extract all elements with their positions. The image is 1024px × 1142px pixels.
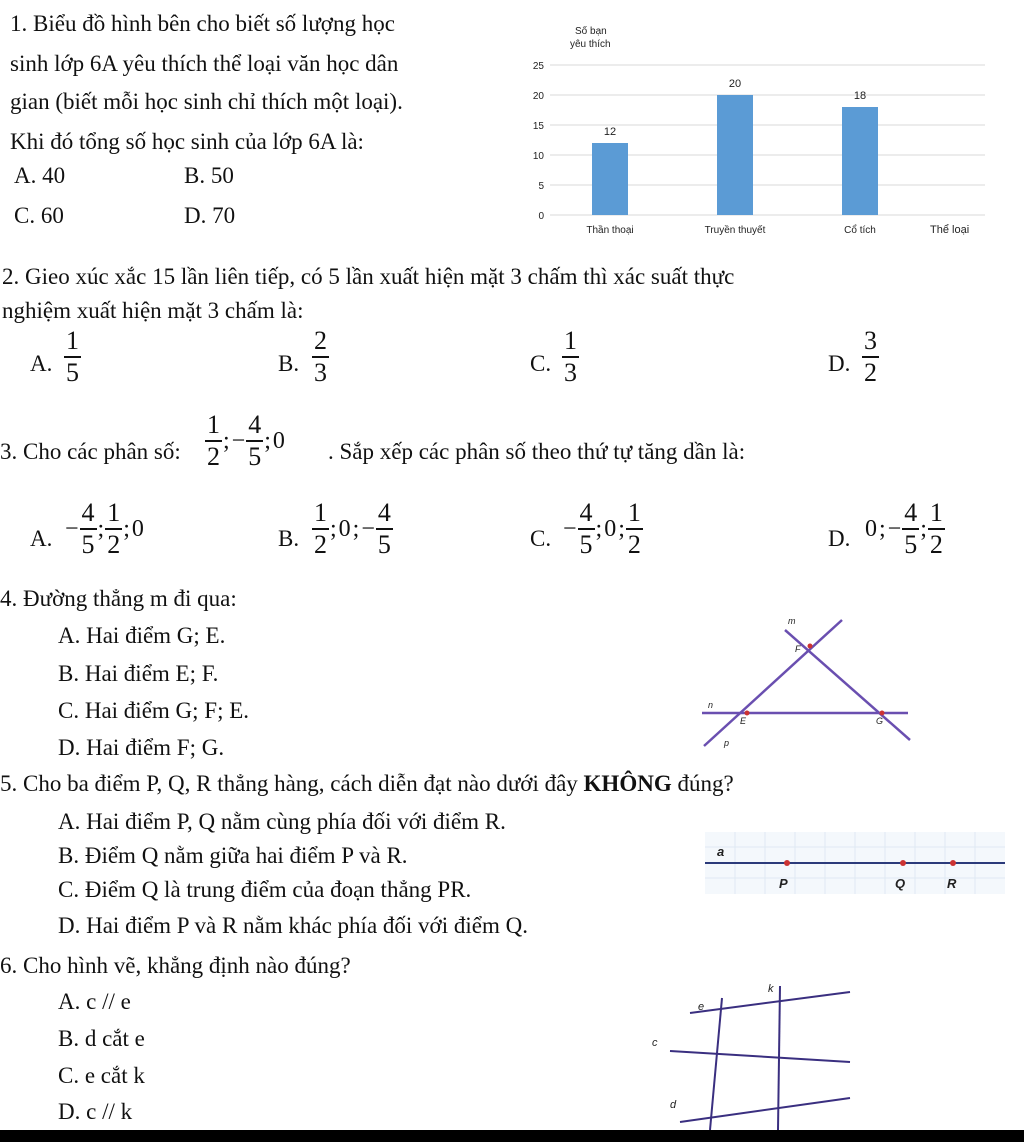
q5-option-d[interactable]: D. Hai điểm P và R nằm khác phía đối với điểm Q. xyxy=(58,913,528,938)
q2-line-1: 2. Gieo xúc xắc 15 lần liên tiếp, có 5 lần xuất hiện mặt 3 chấm thì xác suất thực xyxy=(2,264,735,289)
q1-option-c[interactable]: C. 60 xyxy=(14,203,64,228)
q5-option-c[interactable]: C. Điểm Q là trung điểm của đoạn thẳng PR. xyxy=(58,877,472,902)
denominator: 2 xyxy=(864,358,877,387)
chart-xlabel: Thể loại xyxy=(930,224,970,236)
y-tick-label: 20 xyxy=(532,91,544,102)
y-tick-label: 5 xyxy=(538,181,544,192)
q3-option-c[interactable]: − $\frac{4}{5}$ ; 0 ; $\frac{1}{2}$ xyxy=(563,498,641,559)
q6-option-b[interactable]: B. d cắt e xyxy=(58,1026,145,1051)
q1-line-3: gian (biết mỗi học sinh chỉ thích một loại). xyxy=(10,89,403,114)
line-c xyxy=(670,1051,850,1062)
q5-figure xyxy=(705,832,1005,894)
label-d: d xyxy=(670,1099,677,1111)
chart-ylabel-line1: Số bạn xyxy=(575,26,607,37)
bar-1 xyxy=(717,95,753,215)
q2-line-2: nghiệm xuất hiện mặt 3 chấm là: xyxy=(2,298,304,323)
q3-fraction-list: $\frac{1}{2}$ ; − $\frac{4}{5}$ ; 0 xyxy=(207,410,285,471)
q2-option-a-fraction[interactable] xyxy=(64,328,81,386)
bar-value-label: 12 xyxy=(603,126,617,138)
y-tick-label: 25 xyxy=(532,61,544,72)
point-q xyxy=(900,860,906,866)
category-label: Truyền thuyết xyxy=(704,225,766,236)
q3-suffix: . Sắp xếp các phân số theo thứ tự tăng dần là: xyxy=(328,439,746,464)
numerator: 1 xyxy=(564,326,577,355)
numerator: 3 xyxy=(864,326,877,355)
q4-option-b[interactable]: B. Hai điểm E; F. xyxy=(58,661,219,686)
label-n: n xyxy=(708,700,714,710)
bottom-edge xyxy=(0,1130,1024,1142)
y-tick-label: 10 xyxy=(532,151,544,162)
q3-option-a[interactable]: − $\frac{4}{5}$ ; $\frac{1}{2}$ ; 0 xyxy=(65,498,144,559)
bar-value-label: 18 xyxy=(853,90,867,102)
q6-stem: 6. Cho hình vẽ, khẳng định nào đúng? xyxy=(0,953,351,978)
label-q: Q xyxy=(895,876,906,891)
q4-figure xyxy=(700,610,920,750)
point-r xyxy=(950,860,956,866)
q3-option-d[interactable]: 0 ; − $\frac{4}{5}$ ; $\frac{1}{2}$ xyxy=(865,498,943,559)
q5-option-b[interactable]: B. Điểm Q nằm giữa hai điểm P và R. xyxy=(58,843,408,868)
q2-option-b-fraction[interactable] xyxy=(312,328,329,386)
q3-prefix: 3. Cho các phân số: xyxy=(0,439,181,464)
label-c: c xyxy=(652,1037,658,1049)
q1-line-2: sinh lớp 6A yêu thích thể loại văn học dân xyxy=(10,51,399,76)
q3-option-d-label[interactable]: D. xyxy=(828,526,851,551)
q4-option-a[interactable]: A. Hai điểm G; E. xyxy=(58,623,226,648)
q4-option-d[interactable]: D. Hai điểm F; G. xyxy=(58,735,225,760)
label-m: m xyxy=(788,616,796,626)
q5-option-a[interactable]: A. Hai điểm P, Q nằm cùng phía đối với điểm R. xyxy=(58,809,506,834)
q6-option-d[interactable]: D. c // k xyxy=(58,1099,133,1124)
bar-2 xyxy=(842,107,878,215)
label-a: a xyxy=(717,844,725,859)
q2-option-d-label[interactable]: D. xyxy=(828,351,851,376)
q3-option-c-label[interactable]: C. xyxy=(530,526,552,551)
q3-option-b[interactable]: $\frac{1}{2}$ ; 0 ; − $\frac{4}{5}$ xyxy=(314,498,391,559)
q1-option-a[interactable]: A. 40 xyxy=(14,163,66,188)
line-d xyxy=(680,1098,850,1122)
label-e: E xyxy=(740,716,747,726)
q6-option-c[interactable]: C. e cắt k xyxy=(58,1063,145,1088)
chart-ylabel-line2: yêu thích xyxy=(570,39,611,50)
denominator: 5 xyxy=(66,358,79,387)
bar-chart xyxy=(520,20,1000,245)
q3-option-a-label[interactable]: A. xyxy=(30,526,53,551)
label-f: F xyxy=(795,644,801,654)
line-through-f-g xyxy=(785,630,910,740)
q2-option-c-label[interactable]: C. xyxy=(530,351,552,376)
q2-option-b-label[interactable]: B. xyxy=(278,351,300,376)
label-p: P xyxy=(779,876,788,891)
q2-option-a-label[interactable]: A. xyxy=(30,351,53,376)
q3-option-b-label[interactable]: B. xyxy=(278,526,300,551)
line-m xyxy=(704,620,842,746)
numerator: 1 xyxy=(66,326,79,355)
point-p xyxy=(784,860,790,866)
q6-figure xyxy=(650,978,880,1130)
q1-line-1: 1. Biểu đồ hình bên cho biết số lượng học xyxy=(10,11,395,36)
y-tick-label: 0 xyxy=(538,211,544,222)
q1-line-4: Khi đó tổng số học sinh của lớp 6A là: xyxy=(10,129,364,154)
line-through-c-d xyxy=(710,998,722,1130)
category-label: Cổ tích xyxy=(844,225,876,236)
q2-option-c-fraction[interactable] xyxy=(562,328,579,386)
y-tick-label: 15 xyxy=(532,121,544,132)
q5-stem: 5. Cho ba điểm P, Q, R thẳng hàng, cách diễn đạt nào dưới đây KHÔNG đúng? xyxy=(0,771,734,796)
numerator: 2 xyxy=(314,326,327,355)
label-e: e xyxy=(698,1001,705,1013)
q1-option-d[interactable]: D. 70 xyxy=(184,203,236,228)
bar-0 xyxy=(592,143,628,215)
label-p: p xyxy=(724,738,730,748)
label-g: G xyxy=(876,716,884,726)
q4-option-c[interactable]: C. Hai điểm G; F; E. xyxy=(58,698,250,723)
q4-stem: 4. Đường thẳng m đi qua: xyxy=(0,586,237,611)
category-label: Thần thoại xyxy=(586,225,634,236)
bar-value-label: 20 xyxy=(728,78,742,90)
denominator: 3 xyxy=(564,358,577,387)
q2-option-d-fraction[interactable] xyxy=(862,328,879,386)
line-e xyxy=(690,992,850,1013)
label-r: R xyxy=(947,876,957,891)
denominator: 3 xyxy=(314,358,327,387)
q6-option-a[interactable]: A. c // e xyxy=(58,989,131,1014)
label-k: k xyxy=(768,983,774,995)
q1-option-b[interactable]: B. 50 xyxy=(184,163,234,188)
